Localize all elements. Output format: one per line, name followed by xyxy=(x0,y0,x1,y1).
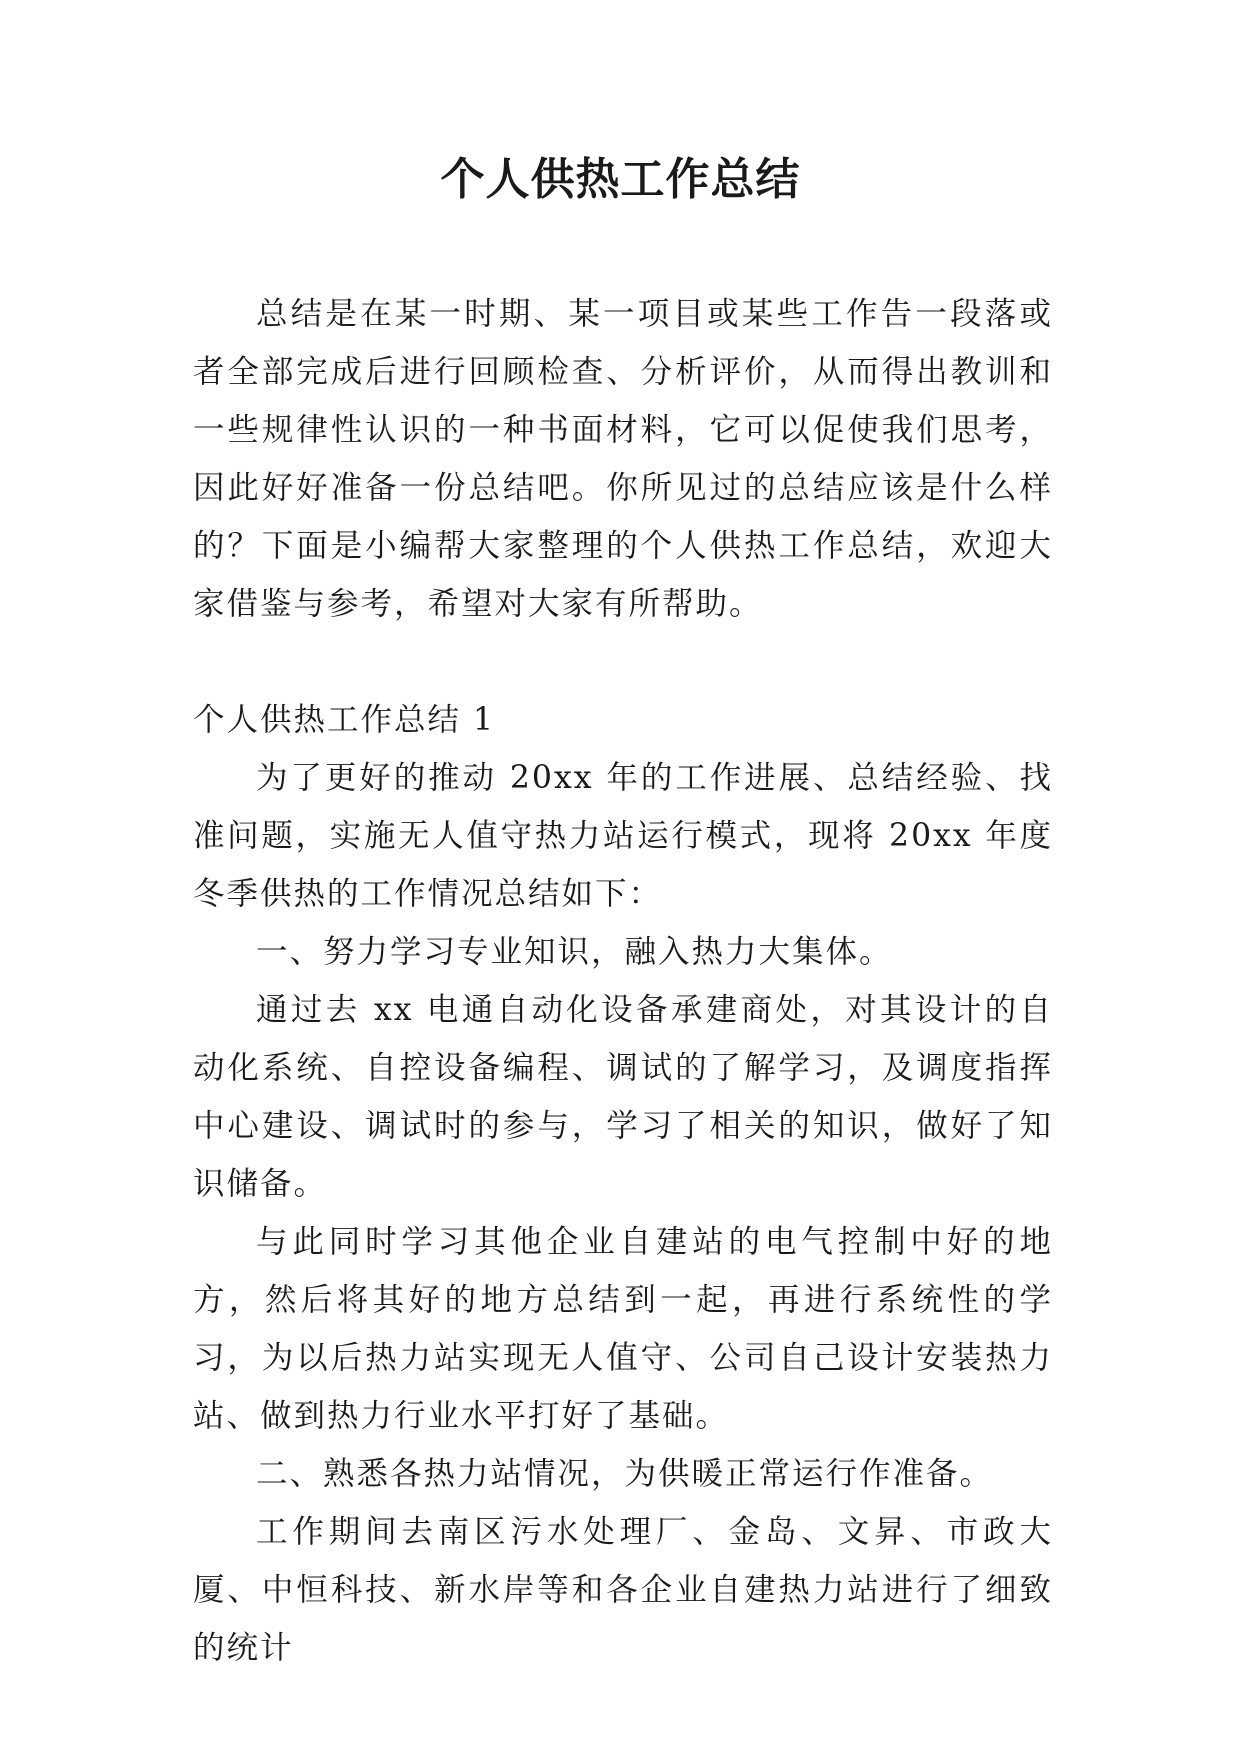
section-heading: 个人供热工作总结 1 xyxy=(193,702,496,738)
document-title: 个人供热工作总结 xyxy=(440,154,801,205)
document-body xyxy=(193,285,1053,1677)
body-paragraph: 工作期间去南区污水处理厂、金岛、文昇、市政大厦、中恒科技、新水岸等和各企业自建热力站进行了细致的统计 xyxy=(193,1514,1053,1666)
subsection-heading: 二、熟悉各热力站情况，为供暖正常运行作准备。 xyxy=(256,1456,994,1492)
body-paragraph: 通过去 xx 电通自动化设备承建商处，对其设计的自动化系统、自控设备编程、调试的了解学习，及调度指挥中心建设、调试时的参与，学习了相关的知识，做好了知识储备。 xyxy=(193,992,1053,1202)
body-paragraph: 为了更好的推动 20xx 年的工作进展、总结经验、找准问题，实施无人值守热力站运行模式，现将 20xx 年度冬季供热的工作情况总结如下： xyxy=(193,760,1053,912)
body-paragraph: 与此同时学习其他企业自建站的电气控制中好的地方，然后将其好的地方总结到一起，再进行系统性的学习，为以后热力站实现无人值守、公司自己设计安装热力站、做到热力行业水平打好了基础。 xyxy=(193,1224,1053,1434)
subsection-heading: 一、努力学习专业知识，融入热力大集体。 xyxy=(256,934,893,970)
intro-paragraph: 总结是在某一时期、某一项目或某些工作告一段落或者全部完成后进行回顾检查、分析评价，从而得出教训和一些规律性认识的一种书面材料，它可以促使我们思考，因此好好准备一份总结吧。你所见过的总结应该是什么样的？下面是小编帮大家整理的个人供热工作总结，欢迎大家借鉴与参考，希望对大家有所帮助。 xyxy=(193,296,1053,622)
